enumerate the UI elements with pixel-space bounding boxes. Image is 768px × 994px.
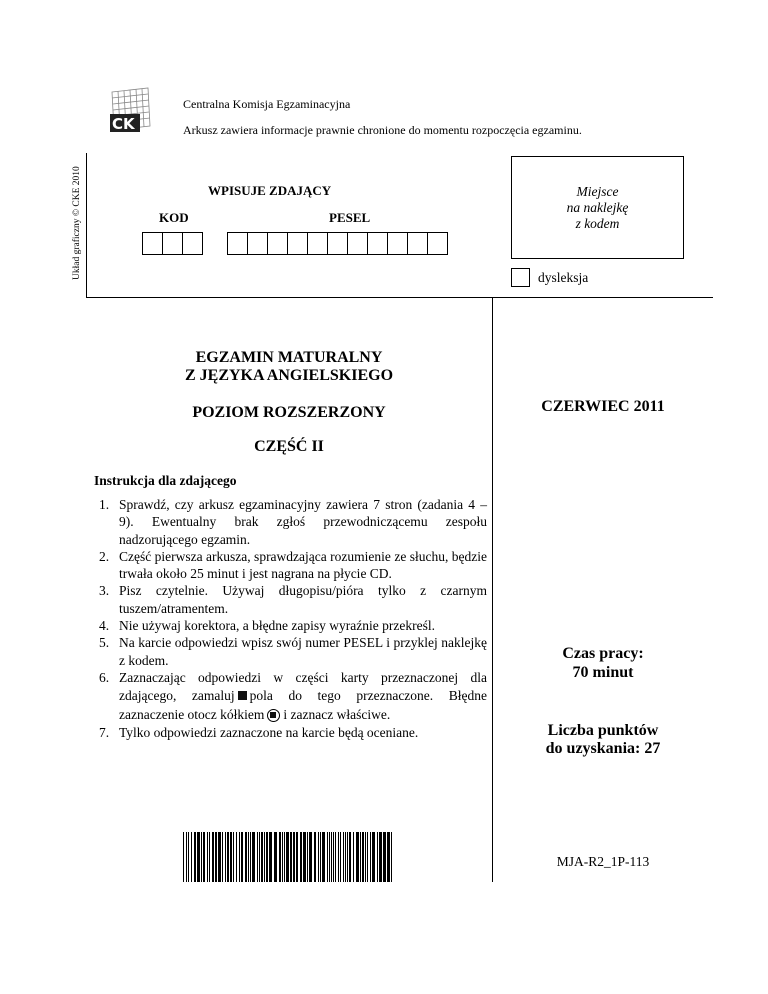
kod-digit-box[interactable] (142, 232, 163, 255)
side-divider (86, 153, 87, 298)
pesel-label: PESEL (329, 210, 371, 225)
kod-digit-box[interactable] (182, 232, 203, 255)
barcode-bar (284, 832, 285, 882)
barcode-bar (194, 832, 196, 882)
barcode-bar (245, 832, 247, 882)
barcode-bar (314, 832, 316, 882)
barcode-bar (227, 832, 229, 882)
points-value: do uzyskania: 27 (545, 740, 661, 757)
exam-title-line2: Z JĘZYKA ANGIELSKIEGO (184, 367, 394, 384)
barcode-bar (212, 832, 214, 882)
barcode-bar (197, 832, 200, 882)
barcode-bar (274, 832, 277, 882)
sticker-area (511, 156, 684, 259)
barcode-bar (222, 832, 223, 882)
pesel-digit-box[interactable] (227, 232, 248, 255)
time-value: 70 minut (572, 664, 634, 681)
barcode-bar (282, 832, 283, 882)
instructions-heading: Instrukcja dla zdającego (94, 473, 237, 488)
pesel-digit-box[interactable] (307, 232, 328, 255)
kod-digit-box[interactable] (162, 232, 183, 255)
barcode-bar (225, 832, 226, 882)
barcode-bar (248, 832, 249, 882)
vertical-divider (492, 297, 493, 882)
barcode-bar (333, 832, 334, 882)
barcode-bar (349, 832, 351, 882)
filled-square-icon (238, 691, 247, 700)
dyslexia-checkbox[interactable] (511, 268, 530, 287)
barcode-bar (279, 832, 281, 882)
instruction-item: 1. Sprawdź, czy arkusz egzaminacyjny zawiera 7 stron (zadania 4 – 9). Ewentualny brak zgłoś przewodniczącemu zespołu nadzorującego egzamin. (99, 497, 487, 547)
exam-title-line1: EGZAMIN MATURALNY (195, 349, 383, 366)
barcode-bar (343, 832, 344, 882)
barcode-bar (367, 832, 368, 882)
sticker-line2: na naklejkę (566, 199, 629, 215)
circled-square-icon (267, 709, 280, 722)
instruction-item: 6. Zaznaczając odpowiedzi w części karty przeznaczonej dla zdającego, zamaluj pola do tego przeznaczone. Błędne zaznaczenie otocz kółkiem i zaznacz właściwe. (99, 669, 487, 722)
barcode-bar (322, 832, 325, 882)
barcode-bar (379, 832, 382, 882)
barcode-bar (233, 832, 234, 882)
horizontal-divider (86, 297, 713, 298)
barcode-bar (356, 832, 359, 882)
dyslexia-label: dysleksja (538, 270, 589, 285)
pesel-digit-box[interactable] (287, 232, 308, 255)
barcode-bar (338, 832, 339, 882)
barcode-bar (269, 832, 272, 882)
barcode-bar (239, 832, 240, 882)
sticker-line3: z kodem (575, 215, 620, 231)
barcode-bar (331, 832, 332, 882)
barcode-bar (353, 832, 354, 882)
instruction-item: 3. Pisz czytelnie. Używaj długopisu/pióra tylko z czarnym tuszem/atramentem. (99, 583, 487, 616)
pesel-digit-box[interactable] (267, 232, 288, 255)
instructions-list (99, 496, 487, 742)
barcode-bar (250, 832, 251, 882)
form-section-label: WPISUJE ZDAJĄCY (208, 183, 332, 198)
barcode-bar (290, 832, 292, 882)
barcode-bar (387, 832, 390, 882)
org-name: Centralna Komisja Egzaminacyjna (183, 97, 351, 111)
barcode-bar (241, 832, 243, 882)
barcode-bar (300, 832, 302, 882)
barcode-bar (188, 832, 189, 882)
barcode-bar (261, 832, 263, 882)
pesel-digit-box[interactable] (387, 232, 408, 255)
barcode-bar (347, 832, 348, 882)
pesel-digit-box[interactable] (327, 232, 348, 255)
confidential-notice: Arkusz zawiera informacje prawnie chronione do momentu rozpoczęcia egzaminu. (183, 123, 582, 137)
barcode-bar (360, 832, 361, 882)
barcode (183, 832, 395, 882)
barcode-bar (372, 832, 375, 882)
barcode-bar (264, 832, 265, 882)
barcode-bar (252, 832, 255, 882)
pesel-digit-box[interactable] (347, 232, 368, 255)
points-label: Liczba punktów (547, 722, 659, 739)
barcode-bar (377, 832, 378, 882)
logo-text: CK (112, 115, 135, 133)
barcode-bar (318, 832, 319, 882)
barcode-bar (391, 832, 392, 882)
barcode-bar (186, 832, 187, 882)
barcode-bar (327, 832, 328, 882)
barcode-bar (296, 832, 298, 882)
barcode-bar (215, 832, 217, 882)
exam-level: POZIOM ROZSZERZONY (192, 404, 386, 421)
barcode-bar (209, 832, 210, 882)
barcode-bar (303, 832, 306, 882)
sheet-code: MJA-R2_1P-113 (556, 854, 650, 869)
exam-part: CZĘŚĆ II (254, 438, 324, 455)
barcode-bar (286, 832, 289, 882)
sticker-line1: Miejsce (576, 183, 619, 199)
pesel-digit-box[interactable] (247, 232, 268, 255)
barcode-bar (370, 832, 371, 882)
barcode-bar (335, 832, 336, 882)
instruction-item: 4. Nie używaj korektora, a błędne zapisy wyraźnie przekreśl. (99, 618, 435, 634)
pesel-digit-box[interactable] (427, 232, 448, 255)
pesel-digit-box[interactable] (367, 232, 388, 255)
instruction-item: 5. Na karcie odpowiedzi wpisz swój numer PESEL i przyklej naklejkę z kodem. (99, 635, 487, 668)
instruction-item: 2. Część pierwsza arkusza, sprawdzająca rozumienie ze słuchu, będzie trwała około 25 minut i jest nagrana na płycie CD. (99, 548, 487, 582)
cke-logo (104, 86, 160, 134)
copyright-text: Układ graficzny © CKE 2010 (72, 166, 82, 280)
barcode-bar (191, 832, 192, 882)
pesel-digit-box[interactable] (407, 232, 428, 255)
kod-label: KOD (159, 210, 189, 225)
barcode-bar (307, 832, 308, 882)
barcode-bar (309, 832, 312, 882)
barcode-bar (203, 832, 205, 882)
barcode-bar (218, 832, 221, 882)
barcode-bar (345, 832, 346, 882)
barcode-bar (236, 832, 237, 882)
barcode-bar (259, 832, 260, 882)
barcode-bar (320, 832, 321, 882)
barcode-bar (201, 832, 202, 882)
barcode-bar (383, 832, 386, 882)
barcode-bar (365, 832, 366, 882)
barcode-bar (293, 832, 295, 882)
barcode-bar (266, 832, 268, 882)
pesel-input-boxes[interactable] (228, 232, 448, 255)
barcode-bar (230, 832, 232, 882)
instruction-item: 7. Tylko odpowiedzi zaznaczone na karcie będą oceniane. (99, 725, 419, 741)
barcode-bar (257, 832, 258, 882)
barcode-bar (183, 832, 184, 882)
barcode-bar (362, 832, 364, 882)
exam-date: CZERWIEC 2011 (541, 398, 665, 415)
barcode-bar (207, 832, 208, 882)
time-label: Czas pracy: (562, 645, 644, 662)
barcode-bar (340, 832, 341, 882)
kod-input-boxes[interactable] (143, 232, 203, 255)
barcode-bar (329, 832, 330, 882)
